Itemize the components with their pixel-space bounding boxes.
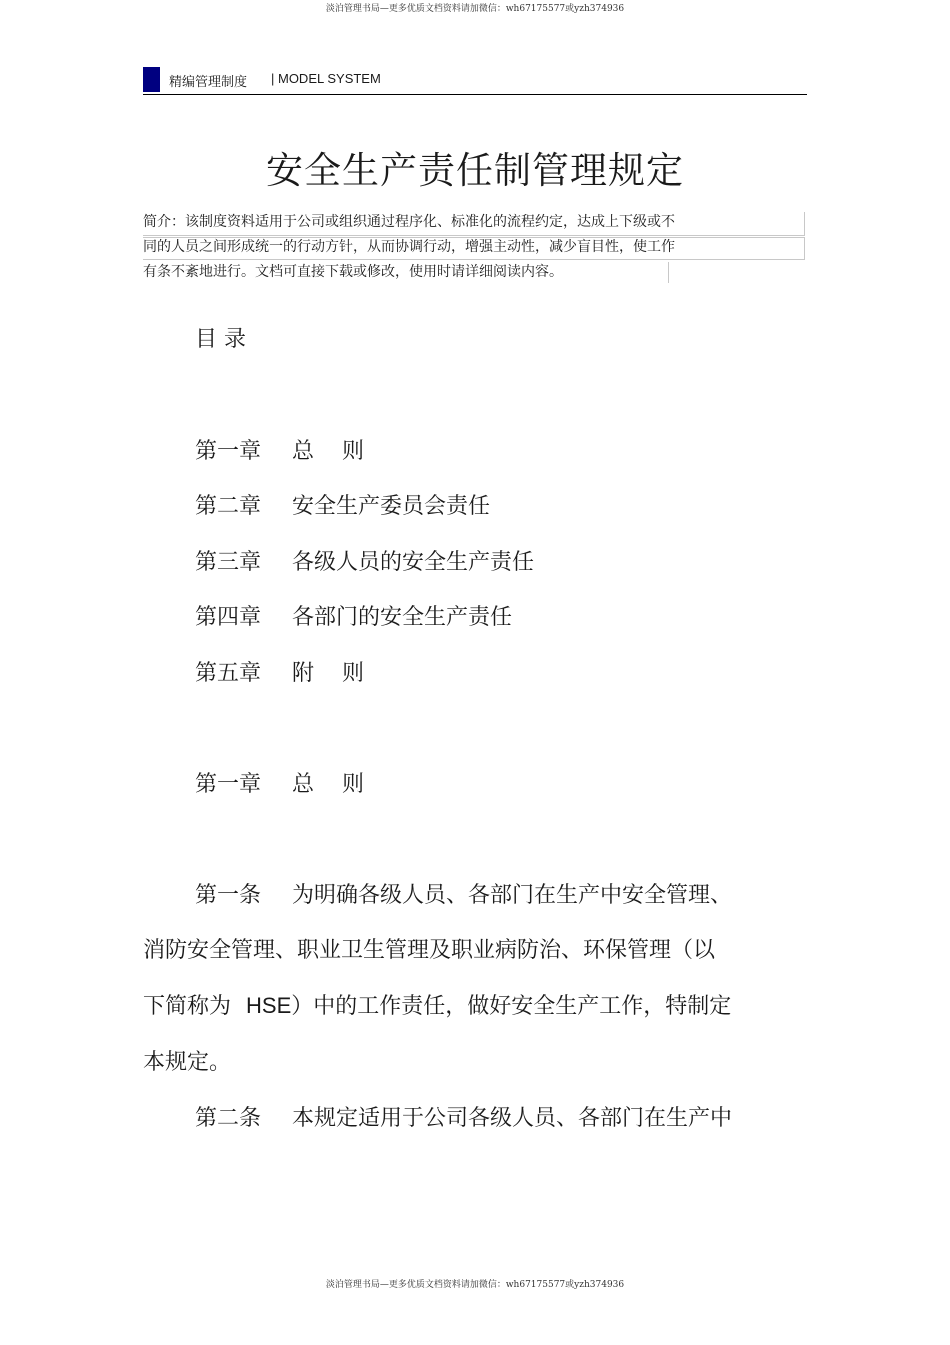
intro-divider <box>804 238 805 260</box>
article-text: 本规定适用于公司各级人员、各部门在生产中 <box>292 1106 733 1131</box>
article-number: 第二条 <box>195 1106 262 1131</box>
document-header <box>143 66 807 95</box>
intro-line-1: 简介：该制度资料适用于公司或组织通过程序化、标准化的流程约定，达成上下级或不 <box>143 214 675 230</box>
intro-divider <box>668 262 669 283</box>
hse-abbreviation: HSE <box>246 993 292 1018</box>
toc-item[interactable] <box>195 489 490 520</box>
toc-item-number: 第二章 <box>195 494 262 519</box>
article-1-line-1 <box>195 878 732 909</box>
article-1-line-3 <box>143 989 731 1020</box>
toc-item-title: 附 则 <box>292 661 364 686</box>
chapter-title: 总 则 <box>292 772 364 797</box>
toc-item-number: 第一章 <box>195 439 262 464</box>
article-number: 第一条 <box>195 883 262 908</box>
toc-item[interactable] <box>195 600 512 631</box>
toc-item[interactable] <box>195 434 364 465</box>
header-model-system: | MODEL SYSTEM <box>271 71 381 86</box>
article-text: 为明确各级人员、各部门在生产中安全管理、 <box>292 883 733 908</box>
intro-divider <box>143 259 805 260</box>
article-text: ）中的工作责任，做好安全生产工作，特制定 <box>291 994 732 1019</box>
intro-divider <box>143 235 805 236</box>
toc-item[interactable] <box>195 656 364 687</box>
intro-divider <box>804 212 805 236</box>
toc-item-number: 第五章 <box>195 661 262 686</box>
toc-item[interactable] <box>195 545 534 576</box>
article-text: 下简称为 <box>143 994 232 1019</box>
article-1-line-4: 本规定。 <box>143 1050 232 1075</box>
watermark-top: 淡泊管理书局—更多优质文档资料请加微信：wh67175577或yzh374936 <box>325 4 625 14</box>
intro-line-2: 同的人员之间形成统一的行动方针，从而协调行动，增强主动性，减少盲目性，使工作 <box>143 239 675 255</box>
watermark-bottom: 淡泊管理书局—更多优质文档资料请加微信：wh67175577或yzh374936 <box>325 1280 625 1290</box>
toc-item-number: 第四章 <box>195 605 262 630</box>
toc-heading: 目 录 <box>195 327 246 352</box>
intro-line-3: 有条不紊地进行。文档可直接下载或修改，使用时请详细阅读内容。 <box>143 264 563 280</box>
header-brand: 精编管理制度 <box>169 75 248 90</box>
article-2-line-1 <box>195 1101 732 1132</box>
toc-item-number: 第三章 <box>195 550 262 575</box>
article-1-line-2: 消防安全管理、职业卫生管理及职业病防治、环保管理（以 <box>143 938 716 963</box>
brand-logo-icon <box>143 67 160 92</box>
toc-item-title: 安全生产委员会责任 <box>292 494 491 519</box>
toc-item-title: 总 则 <box>292 439 364 464</box>
document-title: 安全生产责任制管理规定 <box>266 149 684 192</box>
chapter-number: 第一章 <box>195 772 262 797</box>
chapter-heading <box>195 767 364 798</box>
toc-item-title: 各级人员的安全生产责任 <box>292 550 535 575</box>
toc-item-title: 各部门的安全生产责任 <box>292 605 513 630</box>
